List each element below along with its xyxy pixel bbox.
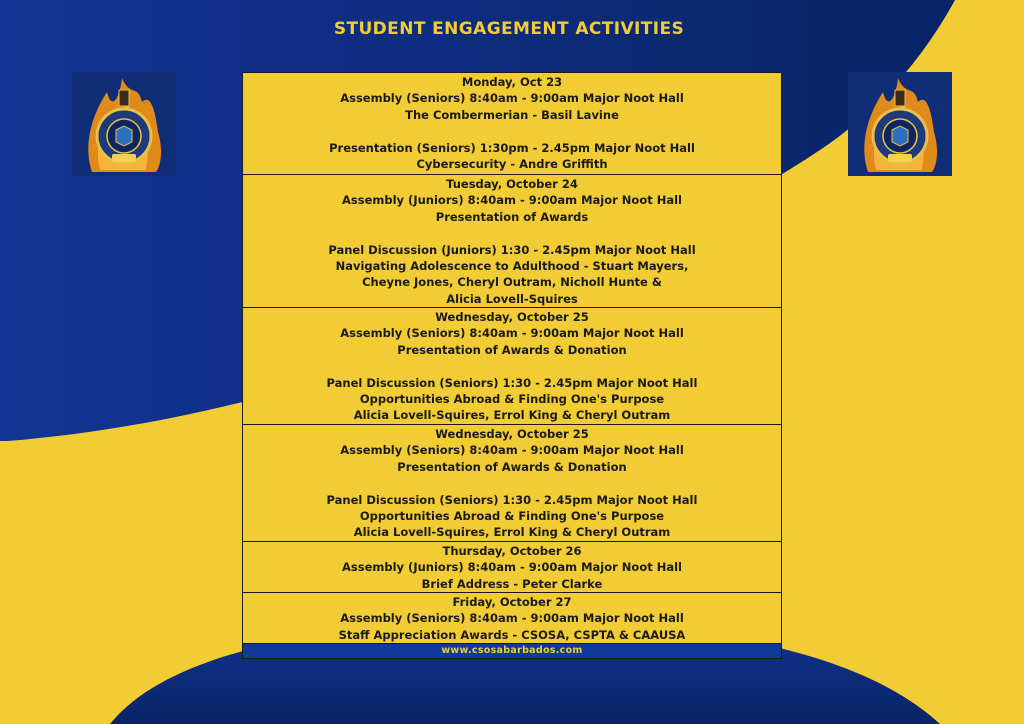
- event-line: Navigating Adolescence to Adulthood - Stuart Mayers,: [335, 259, 689, 274]
- day-date: Thursday, October 26: [442, 544, 582, 558]
- event-line: Cheyne Jones, Cheryl Outram, Nicholl Hunte &: [362, 275, 662, 290]
- event-line: Panel Discussion (Juniors) 1:30 - 2.45pm Major Noot Hall: [328, 242, 696, 257]
- event-line: Brief Address - Peter Clarke: [421, 576, 603, 591]
- event-line: Panel Discussion (Seniors) 1:30 - 2.45pm Major Noot Hall: [326, 375, 698, 390]
- event-line: Presentation of Awards & Donation: [397, 459, 627, 474]
- event-line: Assembly (Juniors) 8:40am - 9:00am Major Noot Hall: [342, 193, 682, 208]
- school-crest-right: [848, 72, 952, 176]
- event-line: Presentation of Awards & Donation: [397, 342, 627, 357]
- event-line: Opportunities Abroad & Finding One's Purpose: [359, 509, 665, 524]
- schedule-table: [242, 72, 782, 659]
- event-line: Assembly (Seniors) 8:40am - 9:00am Major Noot Hall: [340, 326, 684, 341]
- day-date: Tuesday, October 24: [446, 177, 578, 191]
- event-line: Alicia Lovell-Squires, Errol King & Cheryl Outram: [353, 525, 671, 540]
- school-crest-icon: [72, 72, 176, 176]
- day-block-wednesday: [243, 308, 781, 425]
- day-date: Friday, October 27: [452, 595, 572, 609]
- website-footer-link[interactable]: www.csosabarbados.com: [243, 644, 781, 658]
- day-date: Monday, Oct 23: [461, 75, 563, 89]
- event-line: Opportunities Abroad & Finding One's Purpose: [359, 392, 665, 407]
- event-line: Alicia Lovell-Squires, Errol King & Cheryl Outram: [353, 408, 671, 423]
- event-line: Alicia Lovell-Squires: [446, 291, 578, 306]
- event-line: Cybersecurity - Andre Griffith: [416, 157, 608, 172]
- day-block-monday: [243, 73, 781, 175]
- event-line: Panel Discussion (Seniors) 1:30 - 2.45pm Major Noot Hall: [326, 492, 698, 507]
- day-date: Wednesday, October 25: [435, 427, 589, 441]
- day-block-wednesday-repeat: [243, 425, 781, 542]
- day-block-friday: [243, 593, 781, 644]
- event-line: The Combermerian - Basil Lavine: [405, 107, 619, 122]
- school-crest-icon: [848, 72, 952, 176]
- event-line: Assembly (Seniors) 8:40am - 9:00am Major Noot Hall: [340, 91, 684, 106]
- day-date: Wednesday, October 25: [435, 310, 589, 324]
- page-title: STUDENT ENGAGEMENT ACTIVITIES: [333, 19, 685, 39]
- event-line: Staff Appreciation Awards - CSOSA, CSPTA & CAAUSA: [338, 627, 686, 642]
- event-line: Presentation of Awards: [435, 209, 589, 224]
- event-line: Assembly (Seniors) 8:40am - 9:00am Major Noot Hall: [340, 611, 684, 626]
- event-line: Presentation (Seniors) 1:30pm - 2.45pm Major Noot Hall: [329, 140, 695, 155]
- school-crest-left: [72, 72, 176, 176]
- event-line: Assembly (Seniors) 8:40am - 9:00am Major Noot Hall: [340, 443, 684, 458]
- day-block-thursday: [243, 542, 781, 593]
- day-block-tuesday: [243, 175, 781, 308]
- event-line: Assembly (Juniors) 8:40am - 9:00am Major Noot Hall: [342, 560, 682, 575]
